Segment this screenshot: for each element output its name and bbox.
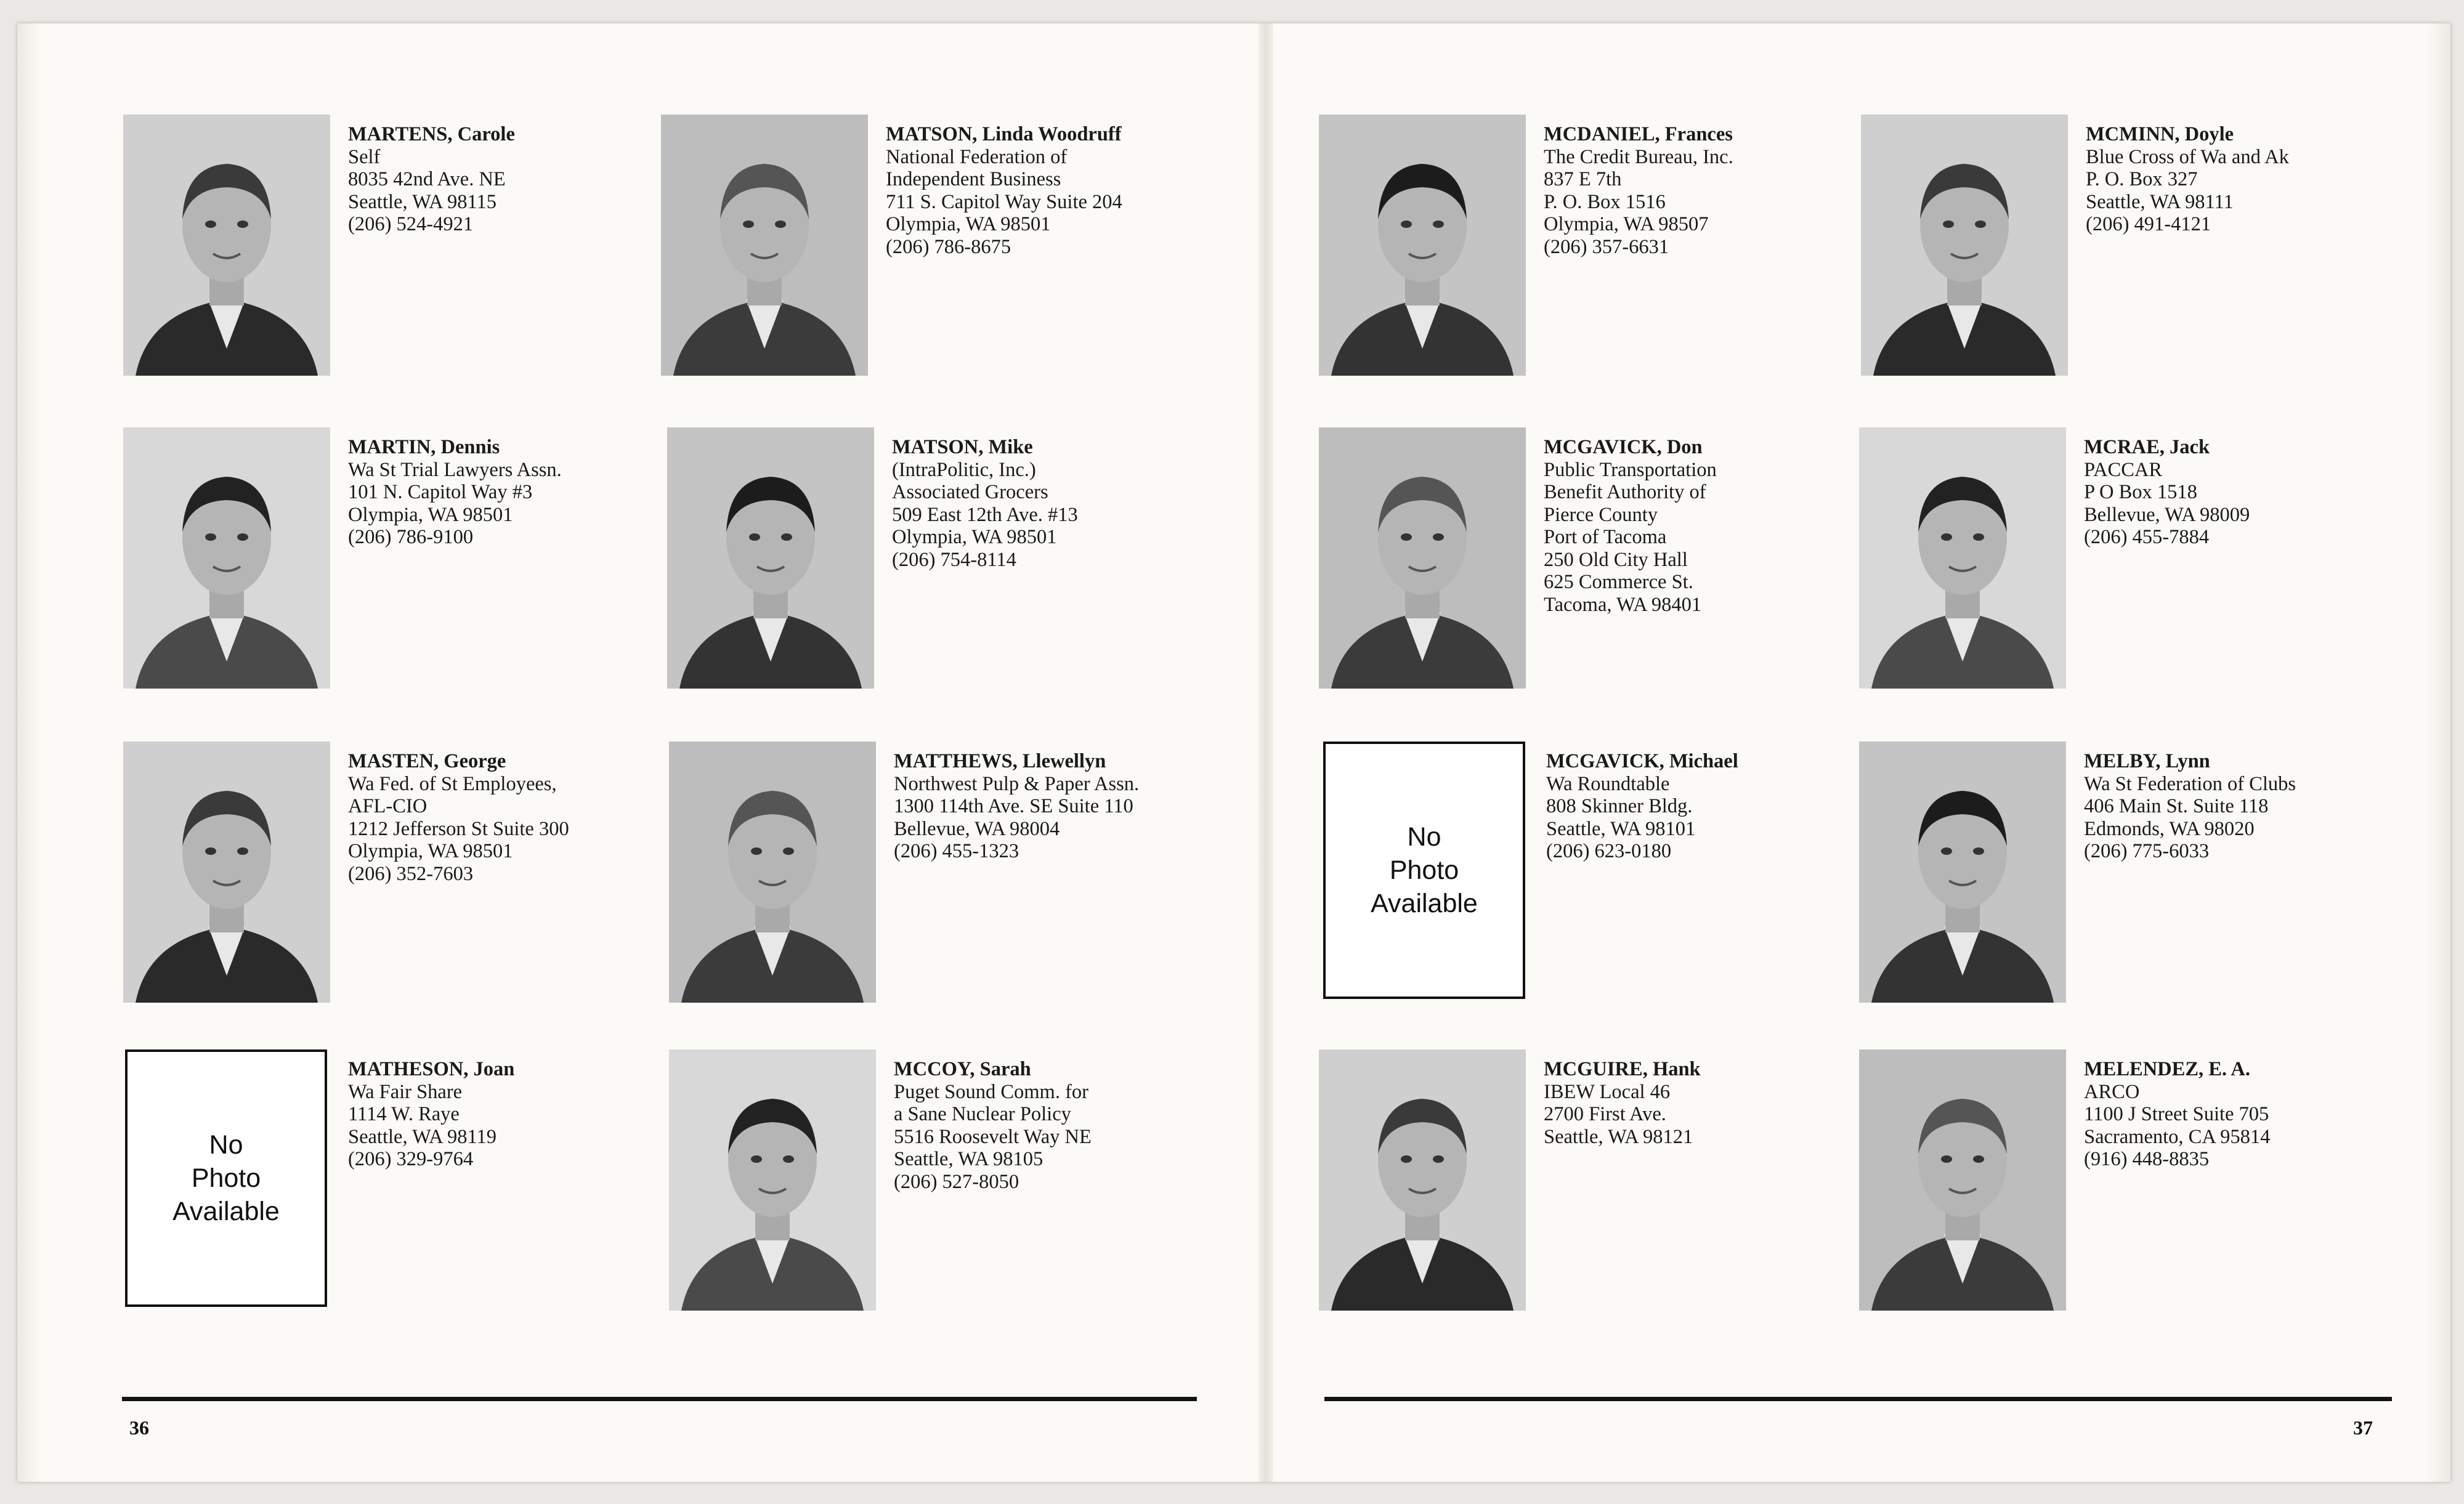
footer-rule	[1324, 1397, 2392, 1401]
portrait-photo	[1319, 1049, 1526, 1311]
entry-line: P. O. Box 327	[2086, 168, 2198, 190]
entry-name: MATHESON, Joan	[348, 1058, 515, 1080]
entry-line: 2700 First Ave.	[1544, 1103, 1666, 1125]
portrait-photo	[123, 115, 330, 376]
entry-name: MCMINN, Doyle	[2086, 123, 2234, 145]
entry-info	[2086, 123, 2406, 236]
entry-line: Olympia, WA 98501	[348, 840, 513, 862]
entry-name: MATSON, Linda Woodruff	[886, 123, 1122, 145]
entry-line: (206) 775-6033	[2084, 840, 2210, 862]
no-photo-word: Available	[1371, 889, 1478, 918]
entry-line: Wa Roundtable	[1546, 772, 1670, 795]
entry-line: Seattle, WA 98105	[894, 1148, 1044, 1170]
entry-line: (206) 786-9100	[348, 526, 474, 548]
entry-line: 509 East 12th Ave. #13	[892, 503, 1078, 526]
entry-line: AFL-CIO	[348, 795, 428, 817]
entry-line: 1100 J Street Suite 705	[2084, 1103, 2269, 1125]
entry-line: Puget Sound Comm. for	[894, 1080, 1088, 1103]
entry-line: Olympia, WA 98501	[886, 213, 1051, 235]
entry-line: Public Transportation	[1544, 458, 1717, 481]
entry-line: 808 Skinner Bldg.	[1546, 795, 1693, 817]
entry-line: 1300 114th Ave. SE Suite 110	[894, 795, 1133, 817]
portrait-photo	[1861, 115, 2068, 376]
entry-line: Seattle, WA 98121	[1544, 1125, 1693, 1148]
entry-name: MELENDEZ, E. A.	[2084, 1058, 2250, 1080]
entry-line: IBEW Local 46	[1544, 1080, 1671, 1103]
entry-line: Olympia, WA 98501	[348, 503, 513, 526]
entry-line: (206) 491-4121	[2086, 213, 2211, 235]
page-number: 37	[2353, 1417, 2373, 1439]
entry-name: MCGAVICK, Don	[1544, 436, 1703, 458]
book-gutter	[1258, 23, 1273, 1482]
entry-line: (206) 623-0180	[1546, 840, 1672, 862]
entry-line: 625 Commerce St.	[1544, 571, 1693, 593]
entry-line: Olympia, WA 98507	[1544, 213, 1709, 235]
entry-line: Edmonds, WA 98020	[2084, 817, 2255, 840]
entry-line: Bellevue, WA 98009	[2084, 503, 2250, 526]
entry-info	[894, 1058, 1214, 1193]
entry-name: MCGUIRE, Hank	[1544, 1058, 1701, 1080]
entry-line: 406 Main St. Suite 118	[2084, 795, 2269, 817]
entry-line: Wa St Trial Lawyers Assn.	[348, 458, 562, 481]
no-photo-word: Available	[172, 1197, 280, 1226]
entry-line: (206) 357-6631	[1544, 235, 1669, 258]
entry-line: ARCO	[2084, 1080, 2140, 1103]
entry-line: Blue Cross of Wa and Ak	[2086, 145, 2289, 168]
entry-info	[1546, 750, 1866, 863]
entry-name: MCRAE, Jack	[2084, 436, 2210, 458]
portrait-photo	[667, 427, 874, 689]
no-photo-word: Photo	[191, 1163, 261, 1193]
entry-line: Northwest Pulp & Paper Assn.	[894, 772, 1140, 795]
entry-line: 8035 42nd Ave. NE	[348, 168, 506, 190]
entry-line: Pierce County	[1544, 503, 1658, 526]
entry-line: 5516 Roosevelt Way NE	[894, 1125, 1092, 1148]
entry-name: MCCOY, Sarah	[894, 1058, 1031, 1080]
entry-line: Self	[348, 145, 381, 168]
entry-line: Seattle, WA 98119	[348, 1125, 497, 1148]
entry-line: (206) 527-8050	[894, 1170, 1019, 1193]
no-photo-box	[1323, 742, 1525, 999]
entry-line: Port of Tacoma	[1544, 526, 1667, 548]
entry-line: 1212 Jefferson St Suite 300	[348, 817, 569, 840]
portrait-photo	[1859, 742, 2066, 1003]
entry-line: (IntraPolitic, Inc.)	[892, 458, 1036, 481]
entry-info	[1544, 436, 1864, 616]
entry-name: MATSON, Mike	[892, 436, 1033, 458]
no-photo-word: No	[1407, 822, 1441, 852]
portrait-photo	[661, 115, 868, 376]
entry-line: Seattle, WA 98115	[348, 190, 497, 213]
entry-line: Bellevue, WA 98004	[894, 817, 1060, 840]
entry-info	[892, 436, 1212, 571]
entry-info	[894, 750, 1214, 863]
entry-line: Associated Grocers	[892, 481, 1048, 503]
page-number: 36	[129, 1417, 149, 1439]
entry-line: (206) 455-7884	[2084, 526, 2210, 548]
entry-name: MASTEN, George	[348, 750, 506, 772]
entry-line: (206) 754-8114	[892, 548, 1016, 571]
entry-line: Wa St Federation of Clubs	[2084, 772, 2296, 795]
entry-line: 250 Old City Hall	[1544, 548, 1688, 571]
entry-name: MCDANIEL, Frances	[1544, 123, 1733, 145]
entry-line: Independent Business	[886, 168, 1061, 190]
entry-line: 101 N. Capitol Way #3	[348, 481, 533, 503]
entry-line: 1114 W. Raye	[348, 1103, 460, 1125]
entry-line: Wa Fair Share	[348, 1080, 463, 1103]
entry-info	[348, 123, 668, 236]
entry-line: Seattle, WA 98111	[2086, 190, 2234, 213]
portrait-photo	[669, 742, 876, 1003]
entry-line: P. O. Box 1516	[1544, 190, 1666, 213]
entry-line: Olympia, WA 98501	[892, 526, 1057, 548]
entry-name: MATTHEWS, Llewellyn	[894, 750, 1106, 772]
no-photo-box	[125, 1049, 327, 1307]
portrait-photo	[1859, 1049, 2066, 1311]
entry-line: PACCAR	[2084, 458, 2163, 481]
book-spread	[17, 23, 2450, 1482]
entry-line: (916) 448-8835	[2084, 1148, 2210, 1170]
entry-line: Tacoma, WA 98401	[1544, 593, 1702, 616]
page-edge-right	[2426, 23, 2450, 1482]
entry-line: 711 S. Capitol Way Suite 204	[886, 190, 1122, 213]
entry-name: MARTIN, Dennis	[348, 436, 500, 458]
no-photo-word: No	[209, 1130, 243, 1160]
entry-info	[1544, 1058, 1864, 1148]
portrait-photo	[1319, 427, 1526, 689]
entry-info	[2084, 436, 2404, 549]
portrait-photo	[123, 742, 330, 1003]
entry-line: Seattle, WA 98101	[1546, 817, 1696, 840]
entry-line: (206) 524-4921	[348, 213, 474, 235]
entry-line: P O Box 1518	[2084, 481, 2197, 503]
entry-info	[1544, 123, 1864, 258]
no-photo-label	[1344, 820, 1504, 920]
page-edge-left	[17, 23, 42, 1482]
entry-name: MELBY, Lynn	[2084, 750, 2210, 772]
entry-line: (206) 455-1323	[894, 840, 1019, 862]
entry-info	[2084, 1058, 2404, 1171]
no-photo-word: Photo	[1389, 855, 1459, 885]
entry-info	[886, 123, 1206, 258]
entry-info	[348, 436, 668, 549]
entry-line: Benefit Authority of	[1544, 481, 1706, 503]
entry-line: (206) 329-9764	[348, 1148, 474, 1170]
entry-info	[2084, 750, 2404, 863]
portrait-photo	[1859, 427, 2066, 689]
entry-line: (206) 786-8675	[886, 235, 1011, 258]
entry-info	[348, 750, 668, 885]
portrait-photo	[1319, 115, 1526, 376]
portrait-photo	[123, 427, 330, 689]
entry-line: Sacramento, CA 95814	[2084, 1125, 2271, 1148]
entry-line: 837 E 7th	[1544, 168, 1622, 190]
entry-line: a Sane Nuclear Policy	[894, 1103, 1071, 1125]
entry-line: (206) 352-7603	[348, 862, 474, 885]
no-photo-label	[146, 1128, 306, 1228]
entry-line: Wa Fed. of St Employees,	[348, 772, 557, 795]
entry-line: National Federation of	[886, 145, 1068, 168]
footer-rule	[122, 1397, 1197, 1401]
entry-name: MARTENS, Carole	[348, 123, 515, 145]
entry-name: MCGAVICK, Michael	[1546, 750, 1738, 772]
entry-info	[348, 1058, 668, 1171]
entry-line: The Credit Bureau, Inc.	[1544, 145, 1733, 168]
portrait-photo	[669, 1049, 876, 1311]
